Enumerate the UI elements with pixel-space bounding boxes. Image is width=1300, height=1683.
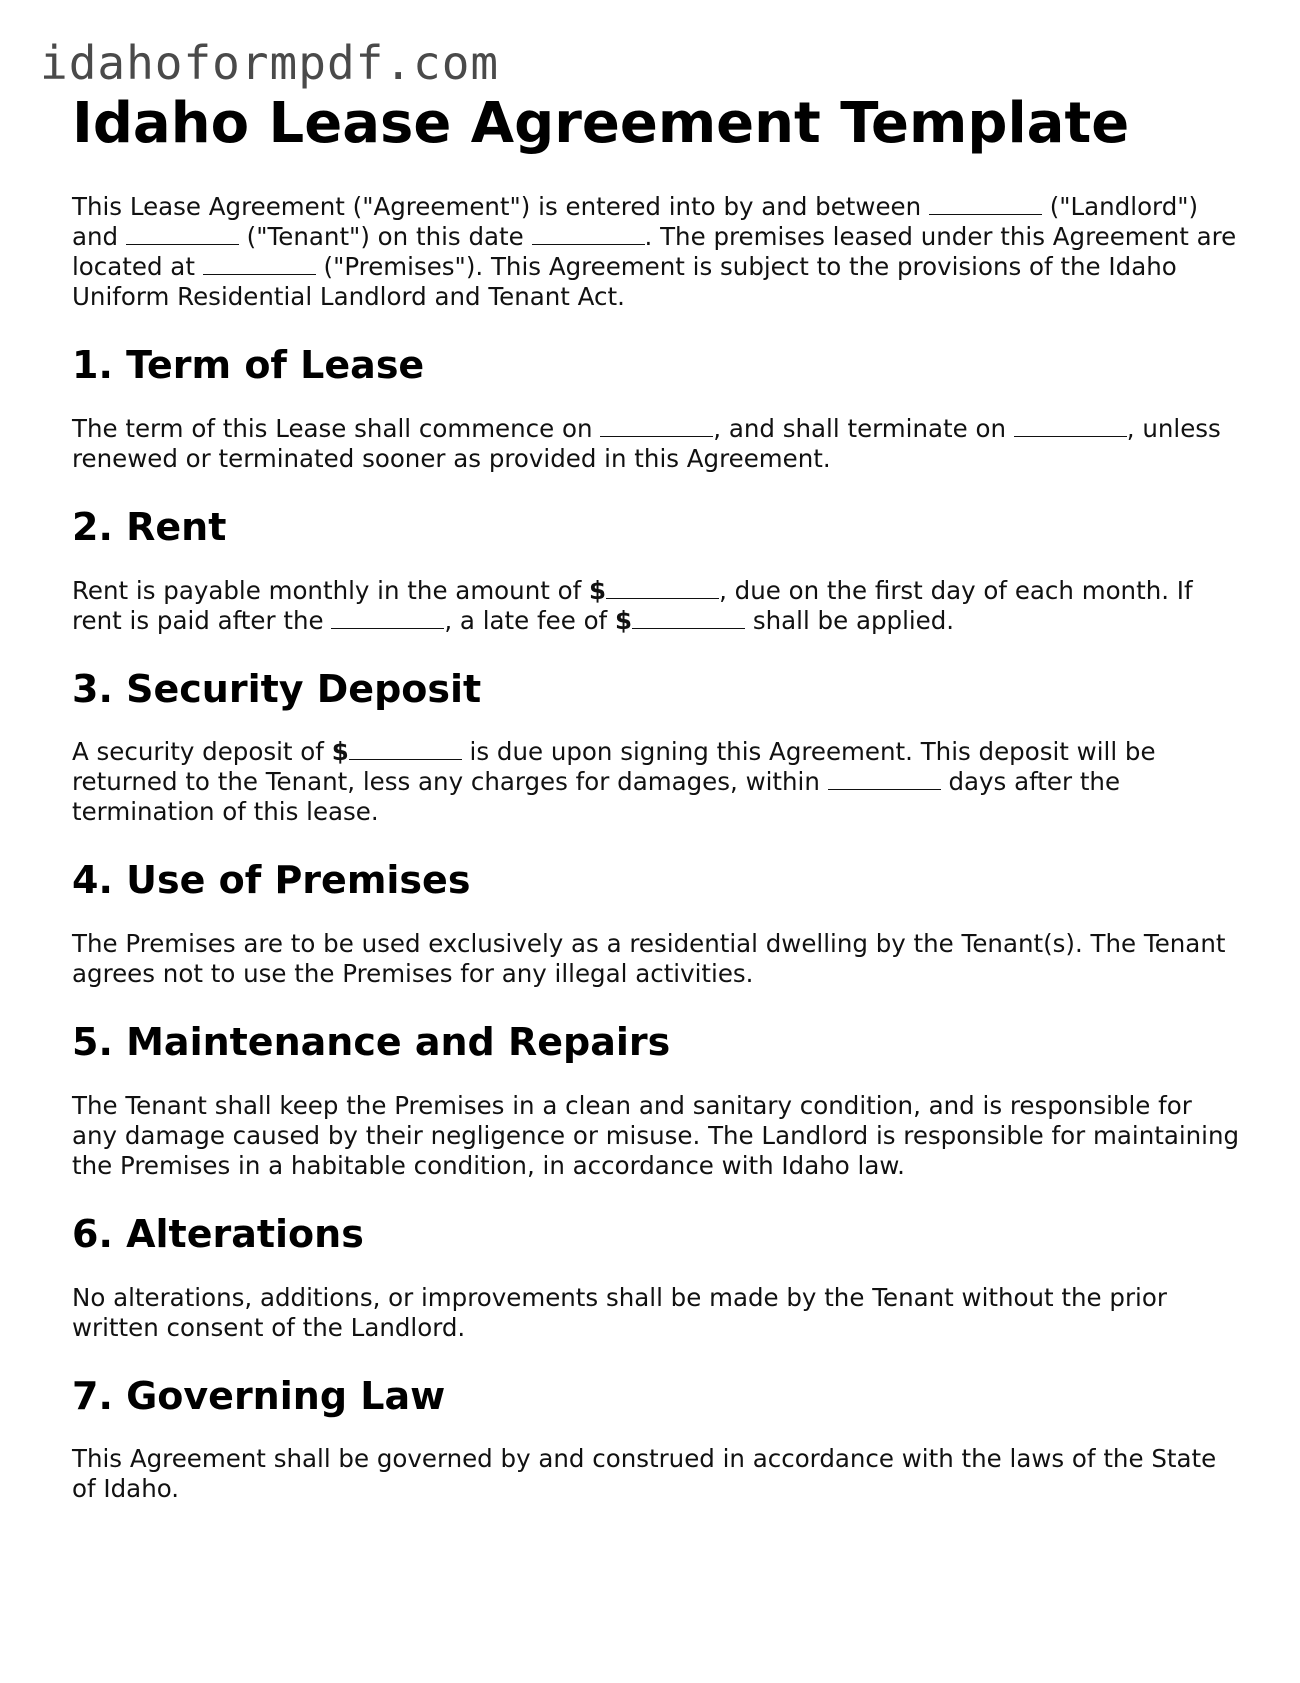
section-heading: 4. Use of Premises [72, 858, 471, 903]
section-term [72, 344, 1242, 474]
intro-text: ("Tenant") on this date [238, 222, 532, 252]
return-days-blank[interactable] [828, 767, 941, 790]
late-fee-blank[interactable] [632, 606, 745, 629]
section-paragraph [72, 414, 1242, 474]
section-use [72, 859, 1242, 989]
section-heading: 3. Security Deposit [72, 666, 482, 711]
section-maintenance [72, 1021, 1242, 1181]
section-heading: 2. Rent [72, 505, 227, 550]
section-text: days after the termination of this lease. [72, 767, 1121, 827]
intro-text: ("Premises"). This Agreement is subject to the provisions of the Idaho Uniform Residential Landlord and Tenant Act. [72, 252, 1177, 312]
section-paragraph [72, 576, 1242, 636]
section-text: Rent is payable monthly in the amount of [72, 575, 590, 605]
section-text: , a late fee of [444, 605, 615, 635]
section-text: shall be applied. [745, 605, 955, 635]
section-paragraph: No alterations, additions, or improvements shall be made by the Tenant without the prior written consent of the Landlord. [72, 1282, 1167, 1342]
intro-paragraph [72, 192, 1242, 312]
rent-amount-blank[interactable] [606, 576, 719, 599]
section-heading: 1. Term of Lease [72, 343, 425, 388]
section-text: The term of this Lease shall commence on [72, 414, 601, 444]
section-text: A security deposit of [72, 737, 332, 767]
currency-symbol: $ [614, 605, 633, 635]
section-text: , due on the first day of each month. If rent is paid after the [72, 575, 1193, 635]
section-paragraph [72, 737, 1242, 827]
intro-text: This Lease Agreement ("Agreement") is entered into by and between [72, 192, 929, 222]
site-watermark: idahoformpdf.com [40, 36, 500, 90]
agreement-date-blank[interactable] [532, 222, 645, 245]
section-paragraph: This Agreement shall be governed by and construed in accordance with the laws of the State of Idaho. [72, 1444, 1217, 1504]
currency-symbol: $ [331, 737, 349, 767]
section-alterations [72, 1213, 1242, 1343]
section-rent [72, 506, 1242, 636]
section-text: , unless renewed or terminated sooner as provided in this Agreement. [72, 414, 1221, 474]
deposit-amount-blank[interactable] [349, 737, 462, 760]
section-governing-law [72, 1375, 1242, 1505]
section-deposit [72, 668, 1242, 828]
section-heading: 6. Alterations [72, 1211, 364, 1256]
section-paragraph: The Premises are to be used exclusively as a residential dwelling by the Tenant(s). The Tenant agrees not to use the Premises for any illegal activities. [72, 929, 1226, 989]
section-text: , and shall terminate on [713, 414, 1014, 444]
section-text: is due upon signing this Agreement. This deposit will be returned to the Tenant, less any charges for damages, within [72, 737, 1156, 797]
terminate-date-blank[interactable] [1014, 414, 1127, 437]
intro-text: ("Landlord") and [72, 192, 1199, 252]
currency-symbol: $ [589, 575, 607, 605]
section-paragraph: The Tenant shall keep the Premises in a clean and sanitary condition, and is responsible for any damage caused by their negligence or misuse. The Landlord is responsible for maintaining the Premises in a habitable condition, in accordance with Idaho law. [72, 1090, 1240, 1180]
late-date-blank[interactable] [331, 606, 444, 629]
section-heading: 7. Governing Law [72, 1373, 446, 1418]
document-title: Idaho Lease Agreement Template [72, 91, 1130, 156]
commence-date-blank[interactable] [600, 414, 713, 437]
document-content [72, 92, 1242, 1504]
premises-address-blank[interactable] [203, 252, 316, 275]
intro-text: . The premises leased under this Agreement are located at [72, 222, 1237, 282]
tenant-name-blank[interactable] [126, 222, 239, 245]
landlord-name-blank[interactable] [929, 192, 1042, 215]
section-heading: 5. Maintenance and Repairs [72, 1020, 671, 1065]
